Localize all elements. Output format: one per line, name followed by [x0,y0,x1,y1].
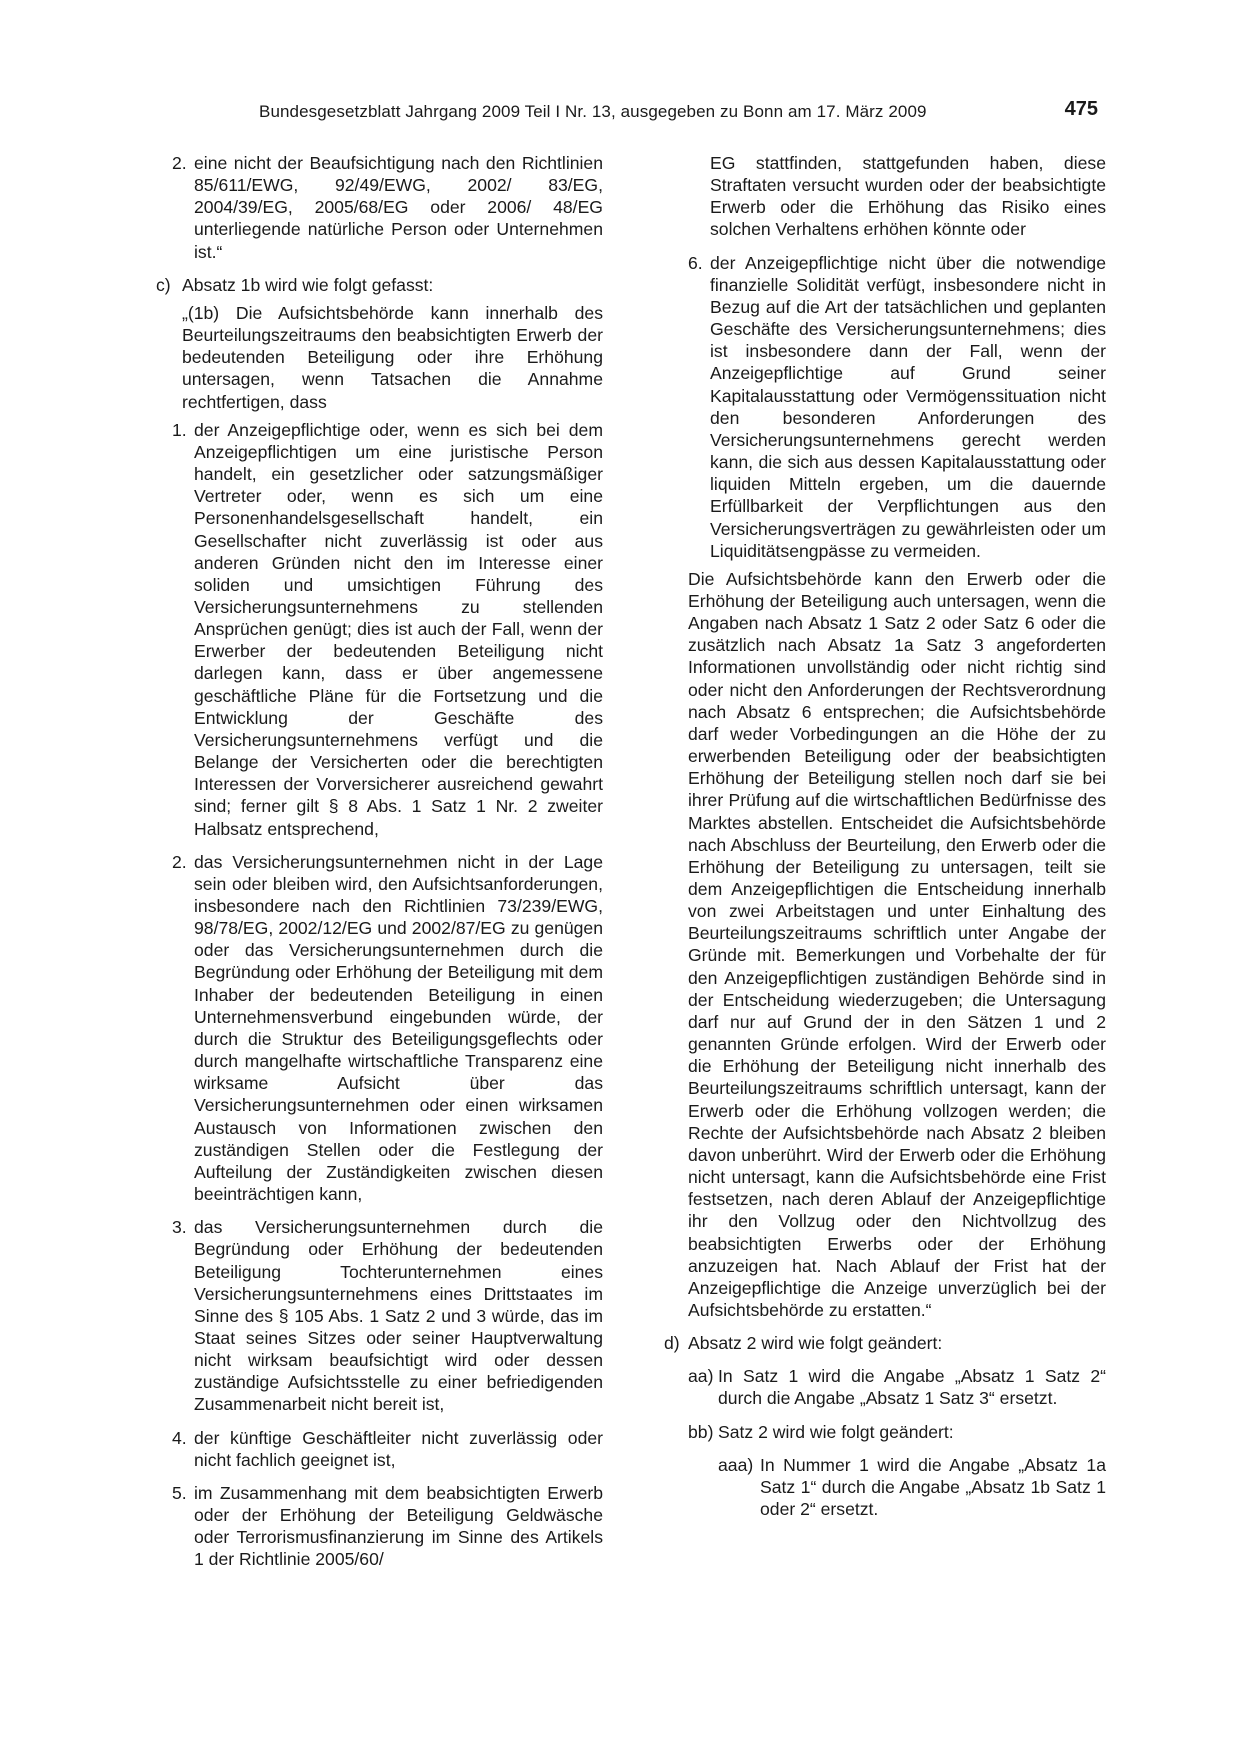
sub-item-d [664,1332,1106,1354]
list-label: 2. [172,153,187,173]
sub-sub-sub-label: aaa) [718,1454,754,1475]
sub-sub-label: bb) [688,1421,714,1442]
page-number: 475 [1064,98,1098,120]
list-text: der künftige Geschäftleiter nicht zuverlässig oder nicht fachlich geeignet ist, [194,1427,603,1470]
sub-sub-sub-item-aaa [664,1454,1106,1520]
list-text: das Versicherungsunternehmen nicht in der Lage sein oder bleiben wird, den Aufsichtsanforderungen, insbesondere nach den Richtlinien 73/239/EWG, 98/78/EG, 2002/12/EG und 2002/87/EG zu genügen oder das Versicherungsunternehmen durch die Begründung oder Erhöhung der Beteiligung mit dem Inhaber der bedeutenden Beteiligung in einen Unternehmensverbund eingebunden würde, der durch die Struktur des Beteiligungsgeflechts oder durch mangelhafte wirtschaftliche Transparenz eine wirksame Aufsicht über das Versicherungsunternehmen oder einen wirksamen Austausch von Informationen zwischen den zuständigen Stellen oder die Festlegung der Aufteilung der Zuständigkeiten zwischen diesen beeinträchtigen kann, [194,851,603,1205]
list-item-2b [156,851,603,1206]
sub-sub-sub-text: In Nummer 1 wird die Angabe „Absatz 1a Satz 1“ durch die Angabe „Absatz 1b Satz 1 oder 2“ ersetzt. [760,1454,1106,1520]
list-label: 1. [172,419,187,440]
sub-text: Absatz 1b wird wie folgt gefasst: [182,274,434,295]
list-label: 5. [172,1482,187,1503]
list-item-5 [156,1482,603,1571]
list-label: 4. [172,1427,187,1448]
list-item-4 [156,1427,603,1471]
sub-sub-text: Satz 2 wird wie folgt geändert: [718,1421,954,1442]
sub-item-c [156,274,603,296]
list-text: das Versicherungsunternehmen durch die Begründung oder Erhöhung der bedeutenden Beteiligung Tochterunternehmen eines Versicherungsunternehmens eines Drittstaates im Sinne des § 105 Abs. 1 Satz 2 und 3 würde, das im Staat seines Sitzes oder seiner Hauptverwaltung nicht wirksam beaufsichtigt wird oder dessen zuständige Aufsichtsstelle zu einer befriedigenden Zusammenarbeit nicht bereit ist, [194,1217,603,1415]
sub-text: Absatz 2 wird wie folgt geändert: [688,1333,943,1354]
amendment-intro: „(1b) Die Aufsichtsbehörde kann innerhalb des Beurteilungszeitraums den beabsichtigten Erwerb der bedeutenden Beteiligung oder ihre Erhöhung untersagen, wenn Tatsachen die Annahme rechtfertigen, dass [182,302,603,412]
list-label: 3. [172,1217,187,1238]
list-text-continued: EG stattfinden, stattgefunden haben, diese Straftaten versucht wurden oder der beabsichtigte Erwerb oder die Erhöhung das Risiko eines solchen Verhaltens erhöhen könnte oder [710,153,1106,240]
sub-sub-label: aa) [688,1366,714,1387]
list-item-3 [156,1216,603,1415]
header-title: Bundesgesetzblatt Jahrgang 2009 Teil I Nr. 13, ausgegeben zu Bonn am 17. März 2009 [259,102,927,121]
list-item-1 [156,419,603,840]
list-text: eine nicht der Beaufsichtigung nach den Richtlinien 85/611/EWG, 92/49/EWG, 2002/ 83/EG, 2004/39/EG, 2005/68/EG oder 2006/ 48/EG unterliegende natürliche Person oder Unternehmen ist.“ [194,153,603,262]
list-item-6 [664,252,1106,562]
sub-label: d) [664,1333,680,1354]
right-column [664,152,1106,1520]
list-item-2 [156,152,603,263]
list-text: im Zusammenhang mit dem beabsichtigten Erwerb oder der Erhöhung der Beteiligung Geldwäsche oder Terrorismusfinanzierung im Sinne des Artikels 1 der Richtlinie 2005/60/ [194,1482,603,1570]
sub-sub-text: In Satz 1 wird die Angabe „Absatz 1 Satz 2“ durch die Angabe „Absatz 1 Satz 3“ ersetzt. [718,1366,1106,1409]
list-label: 6. [688,252,703,273]
list-label: 2. [172,851,187,872]
sub-sub-item-aa [664,1365,1106,1409]
left-column [156,152,603,1571]
list-text: der Anzeigepflichtige nicht über die notwendige finanzielle Solidität verfügt, insbesondere nicht in Bezug auf die Art der tatsächlichen und geplanten Geschäfte des Versicherungsunternehmens; dies ist insbesondere dann der Fall, wenn der Anzeigepflichtige auf Grund seiner Kapitalausstattung oder Vermögenssituation nicht den besonderen Anforderungen des Versicherungsunternehmens gerecht werden kann, die sich aus dessen Kapitalausstattung oder liquiden Mitteln ergeben, um die dauernde Erfüllbarkeit der Verpflichtungen aus den Versicherungsverträgen zu gewährleisten oder um Liquiditätsengpässe zu vermeiden. [710,252,1106,561]
list-text: der Anzeigepflichtige oder, wenn es sich bei dem Anzeigepflichtigen um eine juristische Person handelt, ein gesetzlicher oder satzungsmäßiger Vertreter oder, wenn es sich um eine Personenhandelsgesellschaft handelt, ein Gesellschafter nicht zuverlässig ist oder aus anderen Gründen nicht den im Interesse einer soliden und umsichtigen Führung des Versicherungsunternehmens zu stellenden Ansprüchen genügt; dies ist auch der Fall, wenn der Erwerber der bedeutenden Beteiligung nicht darlegen kann, dass er über angemessene geschäftliche Pläne für die Fortsetzung und die Entwicklung der Geschäfte des Versicherungsunternehmens verfügt und die Belange der Versicherten oder die berechtigten Interessen der Vorversicherer ausreichend gewahrt sind; ferner gilt § 8 Abs. 1 Satz 1 Nr. 2 zweiter Halbsatz entsprechend, [194,419,603,839]
sub-label: c) [156,274,171,295]
body-paragraph: Die Aufsichtsbehörde kann den Erwerb oder die Erhöhung der Beteiligung auch untersagen, wenn die Angaben nach Absatz 1 Satz 2 oder Satz 6 oder die zusätzlich nach Absatz 1a Satz 3 angeforderten Informationen unvollständig oder nicht richtig sind oder nicht den Anforderungen der Rechtsverordnung nach Absatz 6 entsprechen; die Aufsichtsbehörde darf weder Vorbedingungen an die Höhe der zu erwerbenden Beteiligung oder der beabsichtigten Erhöhung der Beteiligung stellen noch darf sie bei ihrer Prüfung auf die wirtschaftlichen Bedürfnisse des Marktes abstellen. Entscheidet die Aufsichtsbehörde nach Abschluss der Beurteilung, den Erwerb oder die Erhöhung der Beteiligung zu untersagen, teilt sie dem Anzeigepflichtigen die Entscheidung innerhalb von zwei Arbeitstagen und unter Einhaltung des Beurteilungszeitraums schriftlich unter Angabe der Gründe mit. Bemerkungen und Vorbehalte der für den Anzeigepflichtigen zuständigen Behörde sind in der Entscheidung wiederzugeben; die Untersagung darf nur auf Grund der in den Sätzen 1 und 2 genannten Gründe erfolgen. Wird der Erwerb oder die Erhöhung der Beteiligung nicht innerhalb des Beurteilungszeitraums schriftlich untersagt, kann der Erwerb oder die Erhöhung vollzogen werden; die Rechte der Aufsichtsbehörde nach Absatz 2 bleiben davon unberührt. Wird der Erwerb oder die Erhöhung nicht untersagt, kann die Aufsichtsbehörde eine Frist festsetzen, nach deren Ablauf der Anzeigepflichtige ihr den Vollzug oder den Nichtvollzug des beabsichtigten Erwerbs oder der Erhöhung anzuzeigen hat. Nach Ablauf der Frist hat der Anzeigepflichtige die Anzeige unverzüglich bei der Aufsichtsbehörde zu erstatten.“ [688,568,1106,1320]
sub-sub-item-bb [664,1421,1106,1443]
page-header [190,92,1098,120]
